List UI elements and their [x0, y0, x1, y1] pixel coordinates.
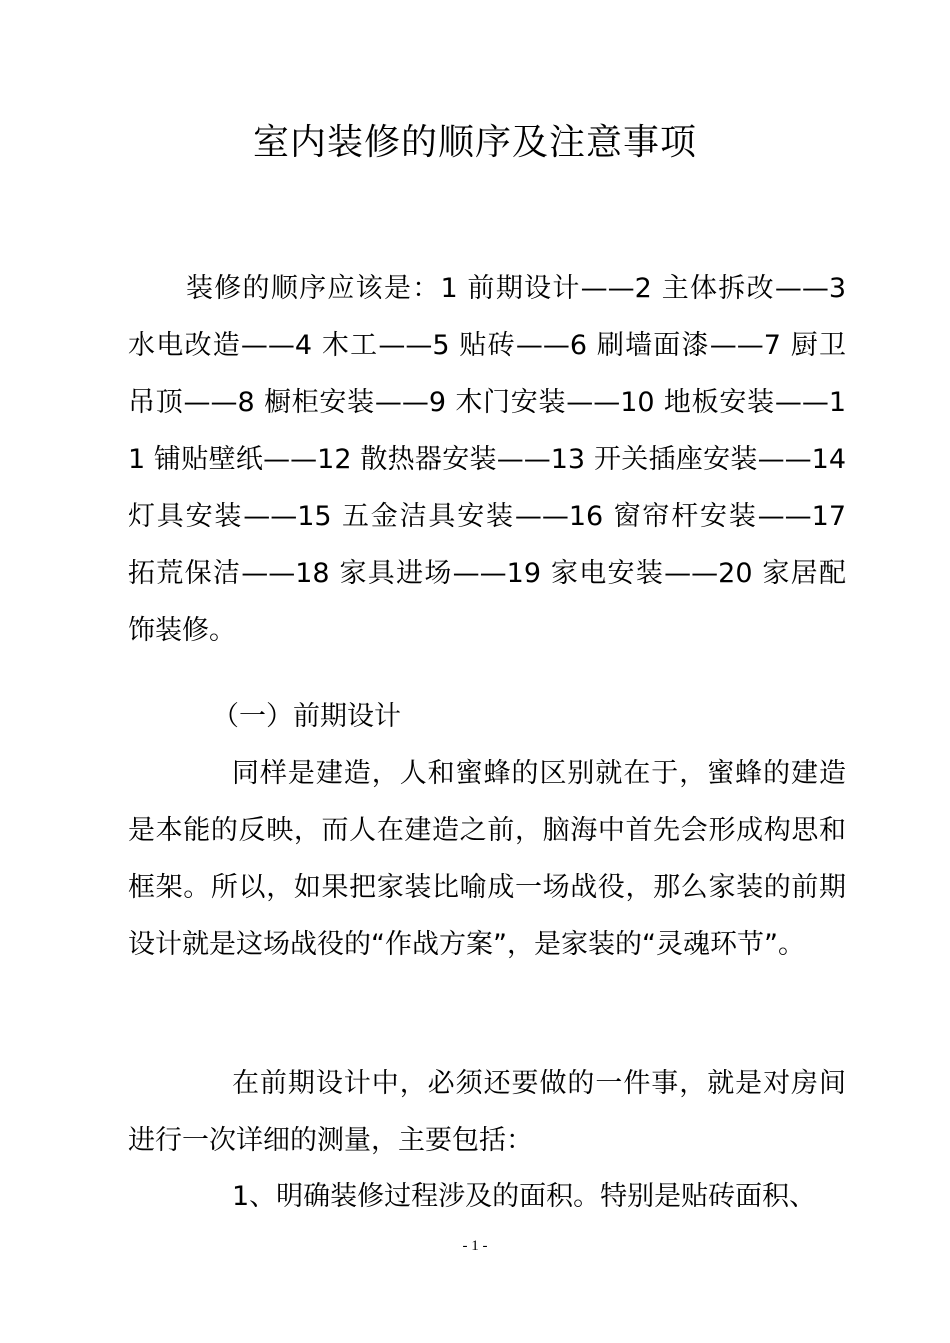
measurement-paragraph: 在前期设计中，必须还要做的一件事，就是对房间进行一次详细的测量，主要包括： — [128, 1068, 846, 1156]
renovation-order-paragraph: 装修的顺序应该是：1 前期设计——2 主体拆改——3 水电改造——4 木工——5 贴砖——6 刷墙面漆——7 厨卫吊顶——8 橱柜安装——9 木门安装——10 地板安装——11 铺贴壁纸——12 散热器安装——13 开关插座安装——14 灯具安装——15 五金洁具安装——16 窗帘杆安装——17 拓荒保洁——18 家具进场——19 家电安装——20 家居配饰装修。 — [128, 273, 846, 646]
design-intro-paragraph: 同样是建造，人和蜜蜂的区别就在于，蜜蜂的建造是本能的反映，而人在建造之前，脑海中首先会形成构思和框架。所以，如果把家装比喻成一场战役，那么家装的前期设计就是这场战役的“作战方案”，是家装的“灵魂环节”。 — [128, 758, 846, 960]
document-title: 室内装修的顺序及注意事项 — [252, 122, 697, 163]
page-number: - 1 - — [462, 1238, 488, 1254]
list-item-area: 1、明确装修过程涉及的面积。特别是贴砖面积、 — [232, 1181, 817, 1212]
section-heading-design: （一）前期设计 — [212, 701, 401, 732]
